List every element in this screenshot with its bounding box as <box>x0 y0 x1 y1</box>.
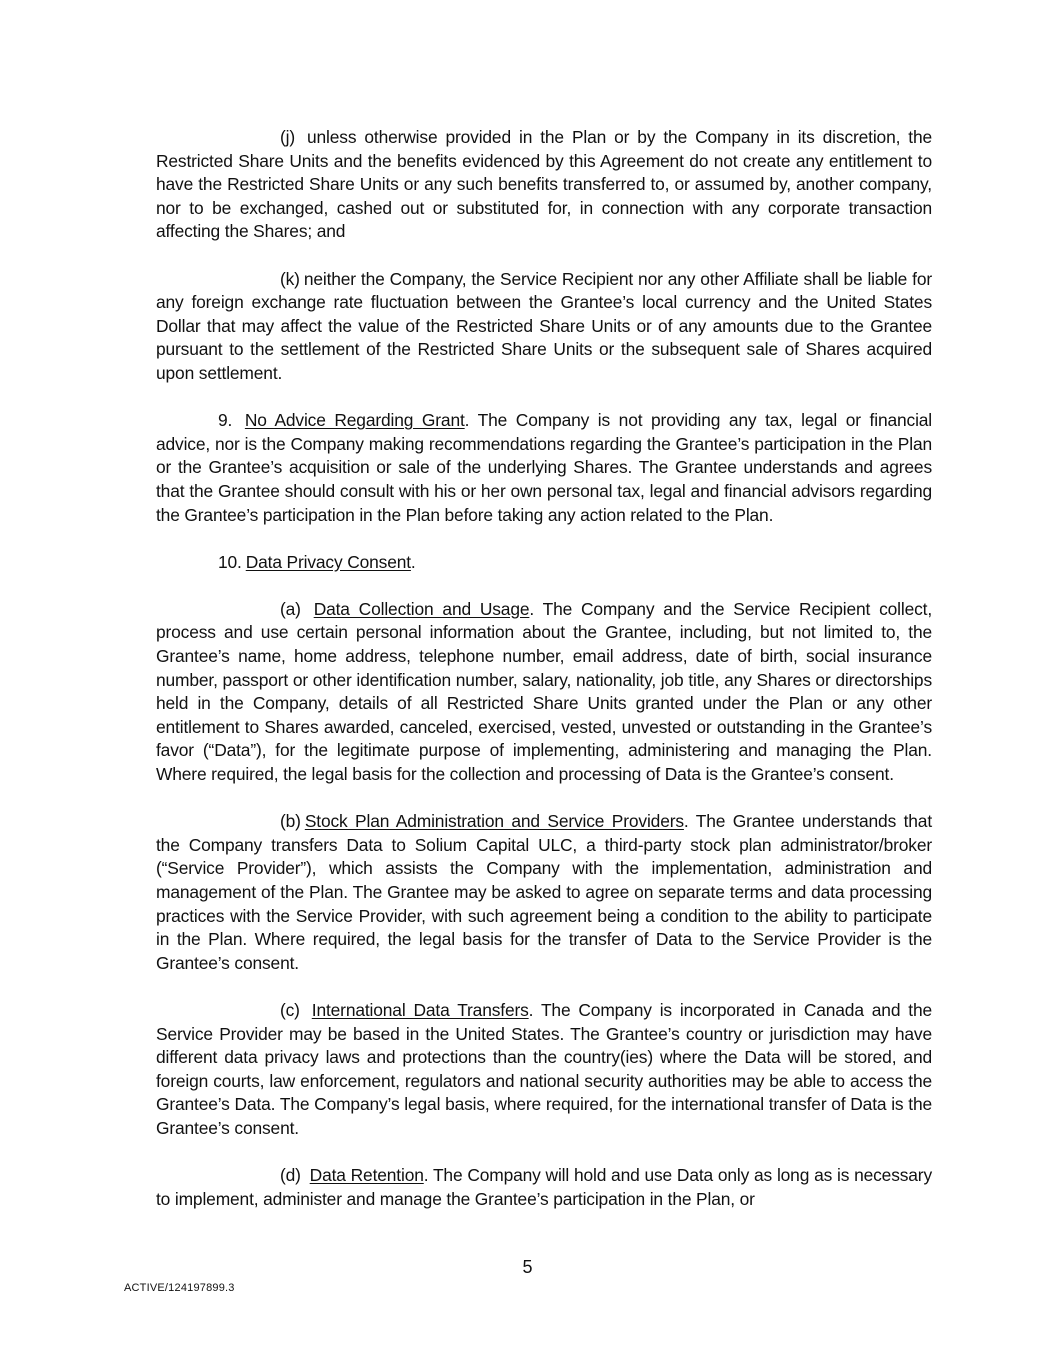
section-9-heading: No Advice Regarding Grant <box>244 410 465 431</box>
paragraph-b-heading: Stock Plan Administration and Service Providers <box>304 811 684 832</box>
paragraph-c-label: (c) <box>280 999 300 1020</box>
page-number: 5 <box>522 1257 533 1277</box>
section-10-heading: Data Privacy Consent <box>245 551 411 572</box>
paragraph-a-text: . The Company and the Service Recipient collect, process and use certain personal information about the Grantee, including, but not limited to, the Grantee’s name, home address, telephone number, email address, date of birth, social insurance number, passport or other identification number, salary, nationality, job title, any Shares or directorships held in the Company, details of all Restricted Share Units granted under the Plan or any other entitlement to Shares awarded, canceled, exercised, vested, unvested or outstanding in the Grantee’s favor (“Data”), for the legitimate purpose of implementing, administering and managing the Plan. Where required, the legal basis for the collection and processing of Data is the Grantee’s consent. <box>156 598 932 785</box>
document-body <box>156 126 932 1235</box>
paragraph-d-heading: Data Retention <box>309 1165 424 1186</box>
paragraph-j <box>156 126 932 244</box>
paragraph-k-label: (k) <box>280 268 300 289</box>
section-10-text: . <box>410 551 416 572</box>
paragraph-d <box>156 1164 932 1211</box>
document-id-footer: ACTIVE/124197899.3 <box>124 1282 235 1294</box>
section-9 <box>156 409 932 527</box>
paragraph-d-text: . The Company will hold and use Data only as long as is necessary to implement, administer and manage the Grantee’s participation in the Plan, or <box>156 1165 932 1209</box>
paragraph-a-heading: Data Collection and Usage <box>313 598 530 619</box>
paragraph-k <box>156 268 932 386</box>
section-10 <box>156 551 932 575</box>
paragraph-b <box>156 810 932 975</box>
section-9-number: 9. <box>218 410 233 431</box>
section-10-number: 10. <box>218 551 242 572</box>
section-9-text: . The Company is not providing any tax, legal or financial advice, nor is the Company making recommendations regarding the Grantee’s participation in the Plan or the Grantee’s acquisition or sale of the underlying Shares. The Grantee understands and agrees that the Grantee should consult with his or her own personal tax, legal and financial advisors regarding the Grantee’s participation in the Plan before taking any action related to the Plan. <box>156 410 933 525</box>
paragraph-c <box>156 999 932 1141</box>
paragraph-j-text: unless otherwise provided in the Plan or by the Company in its discretion, the Restricted Share Units and the benefits evidenced by this Agreement do not create any entitlement to have the Restricted Share Units or any such benefits transferred to, or assumed by, another company, nor to be exchanged, cashed out or substituted for, in connection with any corporate transaction affecting the Shares; and <box>156 127 932 242</box>
paragraph-d-label: (d) <box>280 1165 301 1186</box>
paragraph-b-text: . The Grantee understands that the Company transfers Data to Solium Capital ULC, a third-party stock plan administrator/broker (“Service Provider”), which assists the Company with the implementation, administration and management of the Plan. The Grantee may be asked to agree on separate terms and data processing practices with the Service Provider, with such agreement being a condition to the ability to participate in the Plan. Where required, the legal basis for the transfer of Data to the Service Provider is the Grantee’s consent. <box>156 811 933 973</box>
paragraph-j-label: (j) <box>280 127 295 147</box>
paragraph-c-text: . The Company is incorporated in Canada and the Service Provider may be based in the United States. The Grantee’s country or jurisdiction may have different data privacy laws and protections than the country(ies) where the Data will be stored, and foreign courts, law enforcement, regulators and national security authorities may be able to access the Grantee’s Data. The Company’s legal basis, where required, for the international transfer of Data is the Grantee’s consent. <box>156 999 932 1138</box>
paragraph-a-label: (a) <box>280 598 301 619</box>
paragraph-k-text: neither the Company, the Service Recipient nor any other Affiliate shall be liable for any foreign exchange rate fluctuation between the Grantee’s local currency and the United States Dollar that may affect the value of the Restricted Share Units or of any amounts due to the Grantee pursuant to the settlement of the Restricted Share Units or the subsequent sale of Shares acquired upon settlement. <box>156 268 932 383</box>
paragraph-a <box>156 598 932 787</box>
paragraph-c-heading: International Data Transfers <box>311 999 529 1020</box>
paragraph-b-label: (b) <box>280 811 301 832</box>
